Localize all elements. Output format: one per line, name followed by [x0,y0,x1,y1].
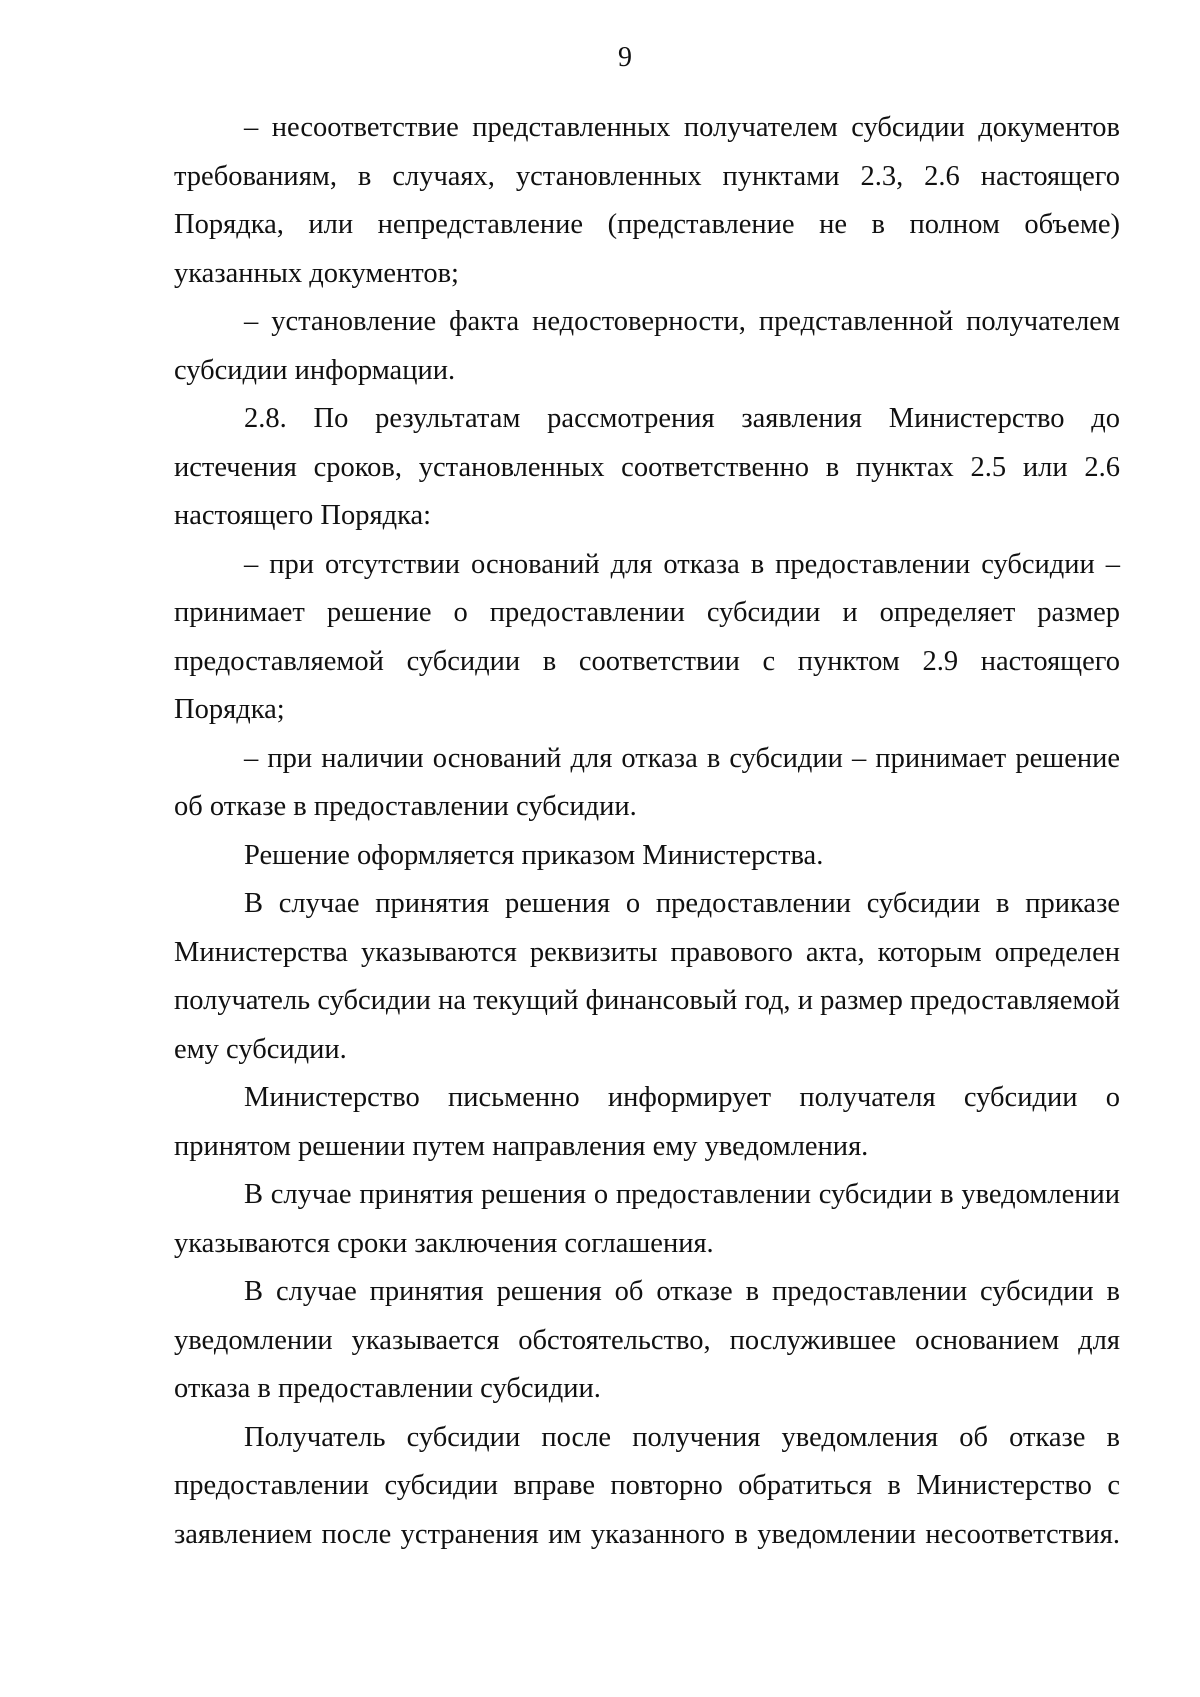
paragraph-document-mismatch: – несоответствие представленных получателем субсидии документов требованиям, в случаях, установленных пунктами 2.3, 2.6 настоящего Порядка, или непредставление (представление не в полном объеме) указанных документов; [174,112,1120,289]
paragraph-unreliable-info: – установление факта недостоверности, представленной получателем субсидии информации. [174,306,1120,386]
paragraph-decision-order: Решение оформляется приказом Министерства. [244,839,824,871]
paragraph-notification: Министерство письменно информирует получателя субсидии о принятом решении путем направления ему уведомления. [174,1082,1120,1162]
paragraph-no-grounds-for-refusal: – при отсутствии оснований для отказа в предоставлении субсидии – принимает решение о предоставлении субсидии и определяет размер предоставляемой субсидии в соответствии с пунктом 2.9 настоящего Порядка; [174,548,1120,725]
paragraph-reapplication: Получатель субсидии после получения уведомления об отказе в предоставлении субсидии вправе повторно обратиться в Министерство с заявлением после устранения им указанного в уведомлении несоответствия. [174,1421,1120,1550]
paragraph-agreement-terms: В случае принятия решения о предоставлении субсидии в уведомлении указываются сроки заключения соглашения. [174,1179,1120,1259]
document-body [174,104,1120,1559]
paragraph-order-details: В случае принятия решения о предоставлении субсидии в приказе Министерства указываются реквизиты правового акта, которым определен получатель субсидии на текущий финансовый год, и размер предоставляемой ему субсидии. [174,888,1120,1065]
paragraph-section-2-8: 2.8. По результатам рассмотрения заявления Министерство до истечения сроков, установленных соответственно в пунктах 2.5 или 2.6 настоящего Порядка: [174,403,1120,531]
page-number: 9 [618,42,632,73]
paragraph-grounds-for-refusal: – при наличии оснований для отказа в субсидии – принимает решение об отказе в предоставлении субсидии. [174,742,1120,822]
paragraph-refusal-circumstance: В случае принятия решения об отказе в предоставлении субсидии в уведомлении указывается обстоятельство, послужившее основанием для отказа в предоставлении субсидии. [174,1276,1120,1404]
